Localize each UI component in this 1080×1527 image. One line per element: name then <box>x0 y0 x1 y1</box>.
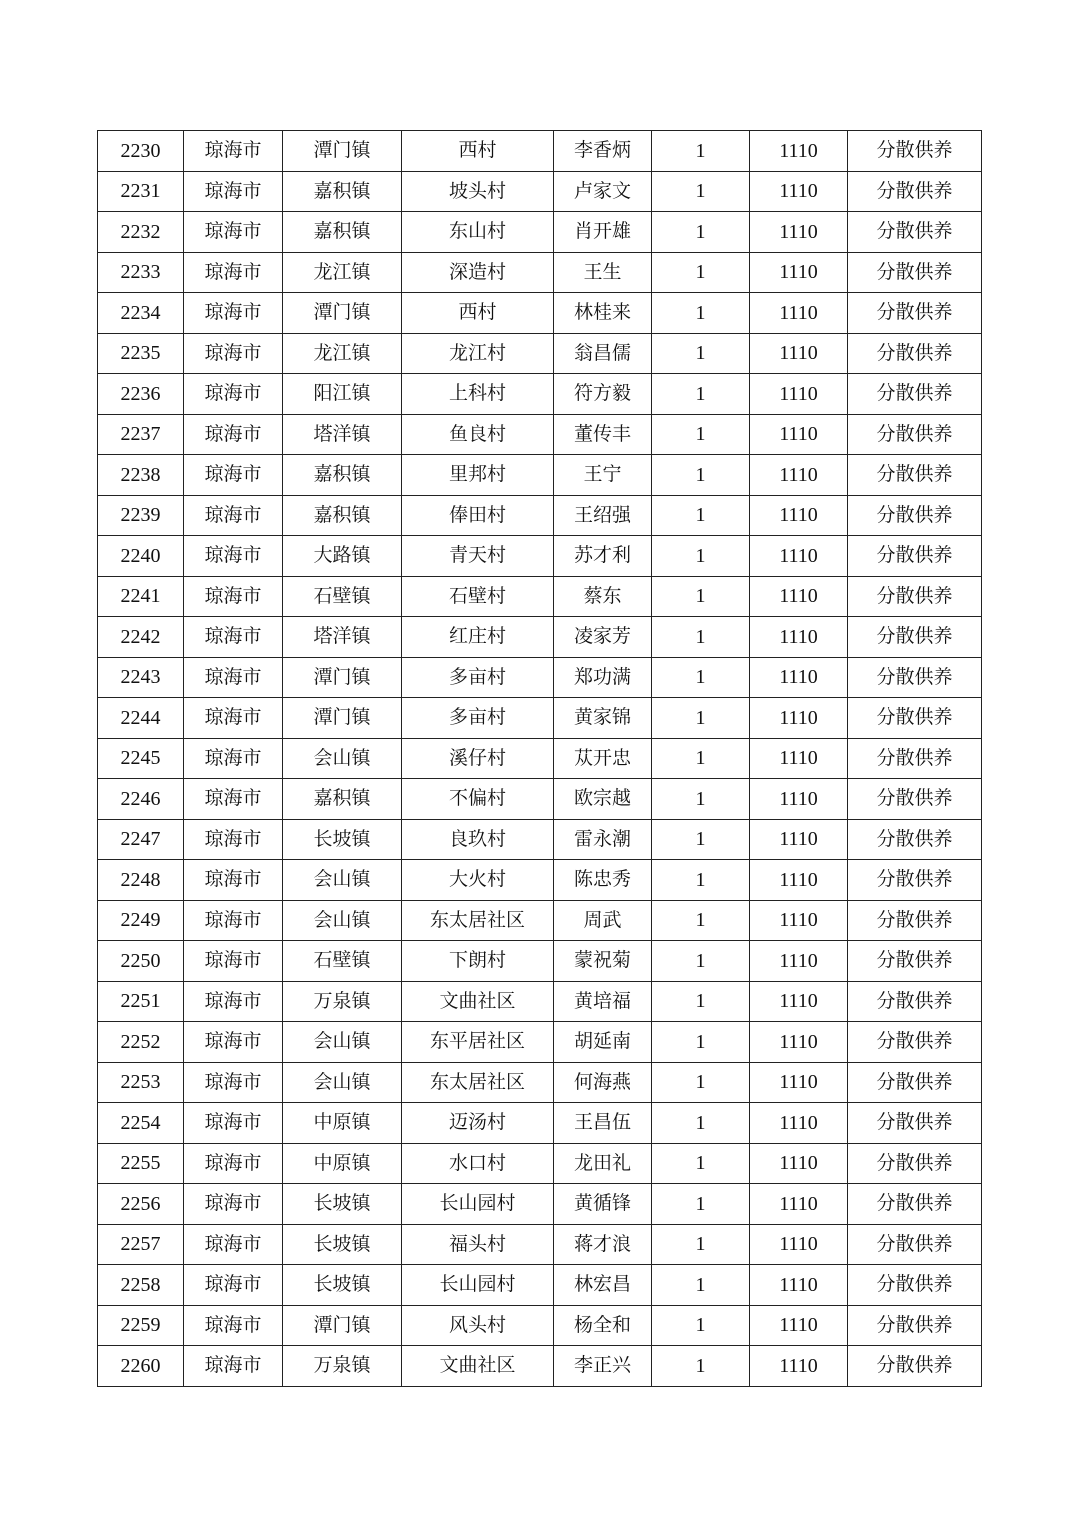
table-row <box>98 171 982 212</box>
support-type-cell: 分散供养 <box>848 900 982 941</box>
support-type-cell: 分散供养 <box>848 536 982 577</box>
table-row <box>98 131 982 172</box>
serial-number-cell: 2251 <box>98 981 184 1022</box>
village-cell: 良玖村 <box>402 819 554 860</box>
support-type-cell: 分散供养 <box>848 698 982 739</box>
count-cell: 1 <box>652 900 750 941</box>
serial-number-cell: 2242 <box>98 617 184 658</box>
town-cell: 万泉镇 <box>283 981 402 1022</box>
town-cell: 嘉积镇 <box>283 495 402 536</box>
village-cell: 长山园村 <box>402 1184 554 1225</box>
city-cell: 琼海市 <box>184 495 283 536</box>
town-cell: 石壁镇 <box>283 941 402 982</box>
town-cell: 会山镇 <box>283 1022 402 1063</box>
table-row <box>98 495 982 536</box>
amount-cell: 1110 <box>750 252 848 293</box>
village-cell: 鱼良村 <box>402 414 554 455</box>
count-cell: 1 <box>652 171 750 212</box>
amount-cell: 1110 <box>750 1022 848 1063</box>
table-row <box>98 1143 982 1184</box>
city-cell: 琼海市 <box>184 414 283 455</box>
village-cell: 溪仔村 <box>402 738 554 779</box>
table-row <box>98 941 982 982</box>
city-cell: 琼海市 <box>184 212 283 253</box>
count-cell: 1 <box>652 1103 750 1144</box>
town-cell: 长坡镇 <box>283 819 402 860</box>
table-row <box>98 1103 982 1144</box>
support-type-cell: 分散供养 <box>848 1062 982 1103</box>
name-cell: 何海燕 <box>554 1062 652 1103</box>
village-cell: 东山村 <box>402 212 554 253</box>
serial-number-cell: 2237 <box>98 414 184 455</box>
count-cell: 1 <box>652 252 750 293</box>
name-cell: 雷永潮 <box>554 819 652 860</box>
city-cell: 琼海市 <box>184 657 283 698</box>
village-cell: 石壁村 <box>402 576 554 617</box>
name-cell: 林桂来 <box>554 293 652 334</box>
table-row <box>98 860 982 901</box>
city-cell: 琼海市 <box>184 1224 283 1265</box>
city-cell: 琼海市 <box>184 1184 283 1225</box>
serial-number-cell: 2260 <box>98 1346 184 1387</box>
table-row <box>98 1265 982 1306</box>
name-cell: 黄家锦 <box>554 698 652 739</box>
support-type-cell: 分散供养 <box>848 1022 982 1063</box>
town-cell: 会山镇 <box>283 860 402 901</box>
support-type-cell: 分散供养 <box>848 779 982 820</box>
name-cell: 王生 <box>554 252 652 293</box>
name-cell: 龙田礼 <box>554 1143 652 1184</box>
count-cell: 1 <box>652 981 750 1022</box>
support-type-cell: 分散供养 <box>848 1346 982 1387</box>
town-cell: 阳江镇 <box>283 374 402 415</box>
serial-number-cell: 2236 <box>98 374 184 415</box>
village-cell: 大火村 <box>402 860 554 901</box>
city-cell: 琼海市 <box>184 981 283 1022</box>
name-cell: 李香炳 <box>554 131 652 172</box>
amount-cell: 1110 <box>750 1224 848 1265</box>
town-cell: 嘉积镇 <box>283 171 402 212</box>
city-cell: 琼海市 <box>184 941 283 982</box>
count-cell: 1 <box>652 657 750 698</box>
town-cell: 嘉积镇 <box>283 212 402 253</box>
name-cell: 蒋才浪 <box>554 1224 652 1265</box>
village-cell: 文曲社区 <box>402 981 554 1022</box>
town-cell: 塔洋镇 <box>283 414 402 455</box>
name-cell: 卢家文 <box>554 171 652 212</box>
support-type-cell: 分散供养 <box>848 738 982 779</box>
support-type-cell: 分散供养 <box>848 617 982 658</box>
village-cell: 文曲社区 <box>402 1346 554 1387</box>
village-cell: 东平居社区 <box>402 1022 554 1063</box>
serial-number-cell: 2254 <box>98 1103 184 1144</box>
village-cell: 龙江村 <box>402 333 554 374</box>
support-type-cell: 分散供养 <box>848 576 982 617</box>
amount-cell: 1110 <box>750 1103 848 1144</box>
village-cell: 西村 <box>402 131 554 172</box>
count-cell: 1 <box>652 1022 750 1063</box>
name-cell: 苁开忠 <box>554 738 652 779</box>
count-cell: 1 <box>652 819 750 860</box>
city-cell: 琼海市 <box>184 617 283 658</box>
town-cell: 潭门镇 <box>283 657 402 698</box>
count-cell: 1 <box>652 698 750 739</box>
city-cell: 琼海市 <box>184 1305 283 1346</box>
village-cell: 东太居社区 <box>402 1062 554 1103</box>
serial-number-cell: 2232 <box>98 212 184 253</box>
town-cell: 长坡镇 <box>283 1224 402 1265</box>
name-cell: 杨全和 <box>554 1305 652 1346</box>
city-cell: 琼海市 <box>184 779 283 820</box>
table-row <box>98 779 982 820</box>
amount-cell: 1110 <box>750 941 848 982</box>
support-type-cell: 分散供养 <box>848 981 982 1022</box>
count-cell: 1 <box>652 860 750 901</box>
count-cell: 1 <box>652 941 750 982</box>
amount-cell: 1110 <box>750 293 848 334</box>
city-cell: 琼海市 <box>184 252 283 293</box>
amount-cell: 1110 <box>750 131 848 172</box>
amount-cell: 1110 <box>750 860 848 901</box>
count-cell: 1 <box>652 495 750 536</box>
serial-number-cell: 2247 <box>98 819 184 860</box>
table-row <box>98 657 982 698</box>
name-cell: 王绍强 <box>554 495 652 536</box>
serial-number-cell: 2231 <box>98 171 184 212</box>
town-cell: 潭门镇 <box>283 293 402 334</box>
amount-cell: 1110 <box>750 657 848 698</box>
support-type-cell: 分散供养 <box>848 455 982 496</box>
table-row <box>98 617 982 658</box>
town-cell: 会山镇 <box>283 738 402 779</box>
serial-number-cell: 2239 <box>98 495 184 536</box>
town-cell: 长坡镇 <box>283 1265 402 1306</box>
support-type-cell: 分散供养 <box>848 374 982 415</box>
village-cell: 水口村 <box>402 1143 554 1184</box>
town-cell: 潭门镇 <box>283 698 402 739</box>
serial-number-cell: 2246 <box>98 779 184 820</box>
count-cell: 1 <box>652 576 750 617</box>
serial-number-cell: 2257 <box>98 1224 184 1265</box>
table-row <box>98 1305 982 1346</box>
amount-cell: 1110 <box>750 333 848 374</box>
name-cell: 王宁 <box>554 455 652 496</box>
amount-cell: 1110 <box>750 1062 848 1103</box>
city-cell: 琼海市 <box>184 171 283 212</box>
city-cell: 琼海市 <box>184 1062 283 1103</box>
count-cell: 1 <box>652 414 750 455</box>
village-cell: 福头村 <box>402 1224 554 1265</box>
name-cell: 翁昌儒 <box>554 333 652 374</box>
village-cell: 里邦村 <box>402 455 554 496</box>
support-type-cell: 分散供养 <box>848 941 982 982</box>
count-cell: 1 <box>652 738 750 779</box>
village-cell: 迈汤村 <box>402 1103 554 1144</box>
name-cell: 黄培福 <box>554 981 652 1022</box>
table-row <box>98 414 982 455</box>
count-cell: 1 <box>652 333 750 374</box>
support-type-cell: 分散供养 <box>848 333 982 374</box>
city-cell: 琼海市 <box>184 860 283 901</box>
support-type-cell: 分散供养 <box>848 252 982 293</box>
village-cell: 长山园村 <box>402 1265 554 1306</box>
count-cell: 1 <box>652 374 750 415</box>
count-cell: 1 <box>652 1305 750 1346</box>
amount-cell: 1110 <box>750 981 848 1022</box>
serial-number-cell: 2245 <box>98 738 184 779</box>
village-cell: 坡头村 <box>402 171 554 212</box>
amount-cell: 1110 <box>750 1265 848 1306</box>
serial-number-cell: 2243 <box>98 657 184 698</box>
support-type-cell: 分散供养 <box>848 293 982 334</box>
serial-number-cell: 2244 <box>98 698 184 739</box>
amount-cell: 1110 <box>750 1143 848 1184</box>
support-type-cell: 分散供养 <box>848 1305 982 1346</box>
name-cell: 林宏昌 <box>554 1265 652 1306</box>
count-cell: 1 <box>652 1265 750 1306</box>
serial-number-cell: 2250 <box>98 941 184 982</box>
name-cell: 黄循锋 <box>554 1184 652 1225</box>
amount-cell: 1110 <box>750 1184 848 1225</box>
city-cell: 琼海市 <box>184 374 283 415</box>
amount-cell: 1110 <box>750 171 848 212</box>
amount-cell: 1110 <box>750 536 848 577</box>
village-cell: 青天村 <box>402 536 554 577</box>
amount-cell: 1110 <box>750 414 848 455</box>
count-cell: 1 <box>652 212 750 253</box>
name-cell: 蔡东 <box>554 576 652 617</box>
count-cell: 1 <box>652 1346 750 1387</box>
serial-number-cell: 2238 <box>98 455 184 496</box>
count-cell: 1 <box>652 1184 750 1225</box>
table-row <box>98 333 982 374</box>
name-cell: 欧宗越 <box>554 779 652 820</box>
village-cell: 深造村 <box>402 252 554 293</box>
amount-cell: 1110 <box>750 212 848 253</box>
village-cell: 不偏村 <box>402 779 554 820</box>
town-cell: 嘉积镇 <box>283 779 402 820</box>
amount-cell: 1110 <box>750 1305 848 1346</box>
city-cell: 琼海市 <box>184 698 283 739</box>
amount-cell: 1110 <box>750 374 848 415</box>
name-cell: 肖开雄 <box>554 212 652 253</box>
amount-cell: 1110 <box>750 779 848 820</box>
town-cell: 中原镇 <box>283 1103 402 1144</box>
town-cell: 长坡镇 <box>283 1184 402 1225</box>
serial-number-cell: 2248 <box>98 860 184 901</box>
town-cell: 嘉积镇 <box>283 455 402 496</box>
count-cell: 1 <box>652 1062 750 1103</box>
city-cell: 琼海市 <box>184 1346 283 1387</box>
city-cell: 琼海市 <box>184 293 283 334</box>
village-cell: 东太居社区 <box>402 900 554 941</box>
support-type-cell: 分散供养 <box>848 657 982 698</box>
table-row <box>98 576 982 617</box>
village-cell: 下朗村 <box>402 941 554 982</box>
name-cell: 郑功满 <box>554 657 652 698</box>
village-cell: 俸田村 <box>402 495 554 536</box>
support-type-cell: 分散供养 <box>848 171 982 212</box>
table-row <box>98 1184 982 1225</box>
record-table <box>97 130 982 1387</box>
record-table-body <box>98 131 982 1387</box>
town-cell: 潭门镇 <box>283 131 402 172</box>
town-cell: 石壁镇 <box>283 576 402 617</box>
serial-number-cell: 2240 <box>98 536 184 577</box>
serial-number-cell: 2259 <box>98 1305 184 1346</box>
serial-number-cell: 2253 <box>98 1062 184 1103</box>
amount-cell: 1110 <box>750 698 848 739</box>
support-type-cell: 分散供养 <box>848 1103 982 1144</box>
amount-cell: 1110 <box>750 495 848 536</box>
village-cell: 多亩村 <box>402 698 554 739</box>
table-row <box>98 738 982 779</box>
amount-cell: 1110 <box>750 576 848 617</box>
table-row <box>98 293 982 334</box>
table-row <box>98 900 982 941</box>
serial-number-cell: 2258 <box>98 1265 184 1306</box>
amount-cell: 1110 <box>750 617 848 658</box>
table-row <box>98 374 982 415</box>
town-cell: 中原镇 <box>283 1143 402 1184</box>
city-cell: 琼海市 <box>184 738 283 779</box>
table-row <box>98 536 982 577</box>
name-cell: 周武 <box>554 900 652 941</box>
support-type-cell: 分散供养 <box>848 860 982 901</box>
town-cell: 龙江镇 <box>283 252 402 293</box>
table-row <box>98 455 982 496</box>
count-cell: 1 <box>652 1224 750 1265</box>
table-row <box>98 981 982 1022</box>
serial-number-cell: 2252 <box>98 1022 184 1063</box>
support-type-cell: 分散供养 <box>848 414 982 455</box>
town-cell: 龙江镇 <box>283 333 402 374</box>
table-row <box>98 1062 982 1103</box>
city-cell: 琼海市 <box>184 1143 283 1184</box>
serial-number-cell: 2256 <box>98 1184 184 1225</box>
city-cell: 琼海市 <box>184 131 283 172</box>
city-cell: 琼海市 <box>184 576 283 617</box>
name-cell: 王昌伍 <box>554 1103 652 1144</box>
count-cell: 1 <box>652 1143 750 1184</box>
serial-number-cell: 2255 <box>98 1143 184 1184</box>
count-cell: 1 <box>652 131 750 172</box>
table-row <box>98 1224 982 1265</box>
city-cell: 琼海市 <box>184 1022 283 1063</box>
count-cell: 1 <box>652 293 750 334</box>
amount-cell: 1110 <box>750 900 848 941</box>
name-cell: 陈忠秀 <box>554 860 652 901</box>
city-cell: 琼海市 <box>184 1103 283 1144</box>
support-type-cell: 分散供养 <box>848 1184 982 1225</box>
table-row <box>98 212 982 253</box>
support-type-cell: 分散供养 <box>848 212 982 253</box>
support-type-cell: 分散供养 <box>848 819 982 860</box>
serial-number-cell: 2241 <box>98 576 184 617</box>
town-cell: 会山镇 <box>283 900 402 941</box>
support-type-cell: 分散供养 <box>848 1265 982 1306</box>
town-cell: 大路镇 <box>283 536 402 577</box>
city-cell: 琼海市 <box>184 455 283 496</box>
city-cell: 琼海市 <box>184 900 283 941</box>
support-type-cell: 分散供养 <box>848 495 982 536</box>
town-cell: 万泉镇 <box>283 1346 402 1387</box>
amount-cell: 1110 <box>750 1346 848 1387</box>
serial-number-cell: 2249 <box>98 900 184 941</box>
serial-number-cell: 2230 <box>98 131 184 172</box>
table-row <box>98 698 982 739</box>
table-row <box>98 819 982 860</box>
town-cell: 潭门镇 <box>283 1305 402 1346</box>
serial-number-cell: 2233 <box>98 252 184 293</box>
support-type-cell: 分散供养 <box>848 131 982 172</box>
town-cell: 塔洋镇 <box>283 617 402 658</box>
village-cell: 上科村 <box>402 374 554 415</box>
village-cell: 风头村 <box>402 1305 554 1346</box>
name-cell: 凌家芳 <box>554 617 652 658</box>
count-cell: 1 <box>652 455 750 496</box>
count-cell: 1 <box>652 617 750 658</box>
table-row <box>98 1346 982 1387</box>
support-type-cell: 分散供养 <box>848 1143 982 1184</box>
city-cell: 琼海市 <box>184 333 283 374</box>
table-row <box>98 252 982 293</box>
village-cell: 红庄村 <box>402 617 554 658</box>
count-cell: 1 <box>652 536 750 577</box>
name-cell: 胡延南 <box>554 1022 652 1063</box>
name-cell: 苏才利 <box>554 536 652 577</box>
name-cell: 蒙祝菊 <box>554 941 652 982</box>
city-cell: 琼海市 <box>184 1265 283 1306</box>
serial-number-cell: 2234 <box>98 293 184 334</box>
village-cell: 西村 <box>402 293 554 334</box>
table-row <box>98 1022 982 1063</box>
name-cell: 董传丰 <box>554 414 652 455</box>
amount-cell: 1110 <box>750 455 848 496</box>
town-cell: 会山镇 <box>283 1062 402 1103</box>
count-cell: 1 <box>652 779 750 820</box>
serial-number-cell: 2235 <box>98 333 184 374</box>
support-type-cell: 分散供养 <box>848 1224 982 1265</box>
amount-cell: 1110 <box>750 819 848 860</box>
name-cell: 符方毅 <box>554 374 652 415</box>
amount-cell: 1110 <box>750 738 848 779</box>
village-cell: 多亩村 <box>402 657 554 698</box>
city-cell: 琼海市 <box>184 819 283 860</box>
city-cell: 琼海市 <box>184 536 283 577</box>
name-cell: 李正兴 <box>554 1346 652 1387</box>
